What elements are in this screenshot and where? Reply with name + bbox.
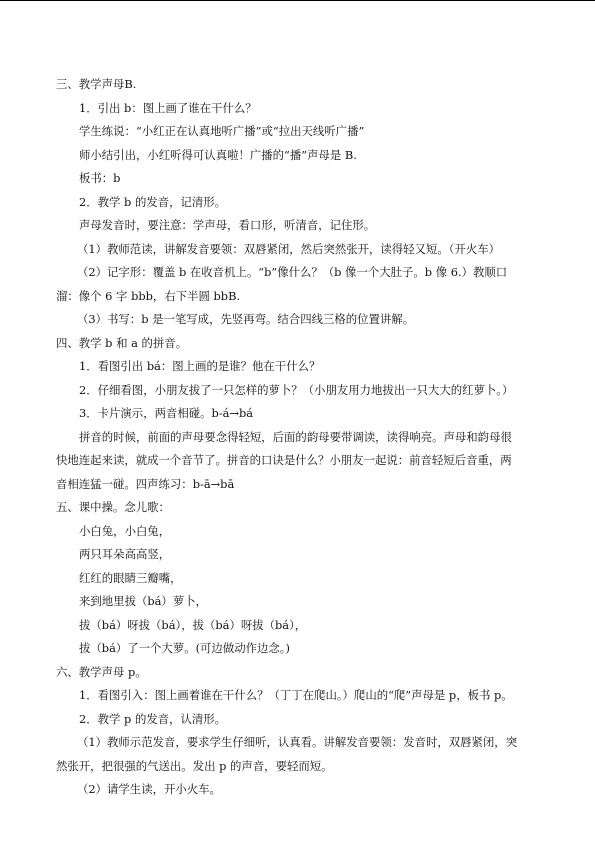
text-line: 五、课中操。念儿歌： <box>56 500 170 514</box>
text-line: 1．看图引出 bá：图上画的是谁？他在干什么？ <box>79 359 321 373</box>
text-line: （2）请学生读，开小火车。 <box>77 782 221 796</box>
text-line: 拔（bá）呀拔（bá），拔（bá）呀拔（bá）， <box>79 617 307 632</box>
text-line: （1）教师示范发音，要求学生仔细听，认真看。讲解发音要领：发音时，双唇紧闭，突 <box>77 735 518 749</box>
text-line: 快地连起来读，就成一个音节了。拼音的口诀是什么？小朋友一起说：前音轻短后音重，两 <box>56 453 512 467</box>
text-line: 板书：b <box>79 171 121 185</box>
text-line: 红红的眼睛三瓣嘴， <box>79 570 182 585</box>
text-line: 2．教学 b 的发音，记清形。 <box>79 194 227 209</box>
text-line: 学生练说：“小红正在认真地听广播”或“拉出天线听广播” <box>79 124 365 138</box>
text-line: 四、教学 b 和 a 的拼音。 <box>56 335 188 350</box>
text-line: 拼音的时候，前面的声母要念得轻短，后面的韵母要带调读，读得响亮。声母和韵母很 <box>79 429 512 444</box>
text-line: 小白兔，小白兔， <box>79 523 171 538</box>
text-line: 1．看图引入：图上画着谁在干什么？（丁丁在爬山。）爬山的“爬”声母是 p，板书 p。 <box>79 688 513 702</box>
text-line: （1）教师范读，讲解发音要领：双唇紧闭，然后突然张开，读得轻又短。（开火车） <box>77 241 501 256</box>
text-line: 三、教学声母B. <box>56 77 137 91</box>
text-line: 1．引出 b：图上画了谁在干什么？ <box>79 100 257 115</box>
document-body <box>56 73 542 802</box>
text-line: 师小结引出，小红听得可认真啦！广播的“播”声母是 B. <box>79 147 357 162</box>
text-line: 拔（bá）了一个大萝。(可边做动作边念。) <box>79 641 290 655</box>
header-rule <box>0 0 595 1</box>
text-line: 六、教学声母 p。 <box>56 664 147 679</box>
text-line: 溜：像个 6 字 bbb，右下半圆 bbB. <box>56 288 241 303</box>
text-line: 然张开，把很强的气送出。发出 p 的声音，要轻而短。 <box>56 758 333 773</box>
text-line: 2．仔细看图，小朋友拔了一只怎样的萝卜？（小朋友用力地拔出一只大大的红萝卜。） <box>79 382 514 397</box>
text-line: 音相连猛一碰。四声练习：b-ā→bā <box>56 476 235 491</box>
text-line: 2．教学 p 的发音，认清形。 <box>79 711 227 726</box>
text-line: 两只耳朵高高竖， <box>79 547 171 561</box>
text-line: （2）记字形：覆盖 b 在收音机上。“b”像什么？（b 像一个大肚子。b 像 6.）教顺口 <box>77 265 508 279</box>
text-line: 声母发音时，要注意：学声母，看口形，听清音，记住形。 <box>79 218 376 232</box>
text-line: 3．卡片演示，两音相碰。b-á→bá <box>79 406 254 420</box>
text-line: 来到地里拔（bá）萝卜， <box>79 594 207 608</box>
text-line: （3）书写：b 是一笔写成，先竖再弯。结合四线三格的位置讲解。 <box>77 312 415 326</box>
